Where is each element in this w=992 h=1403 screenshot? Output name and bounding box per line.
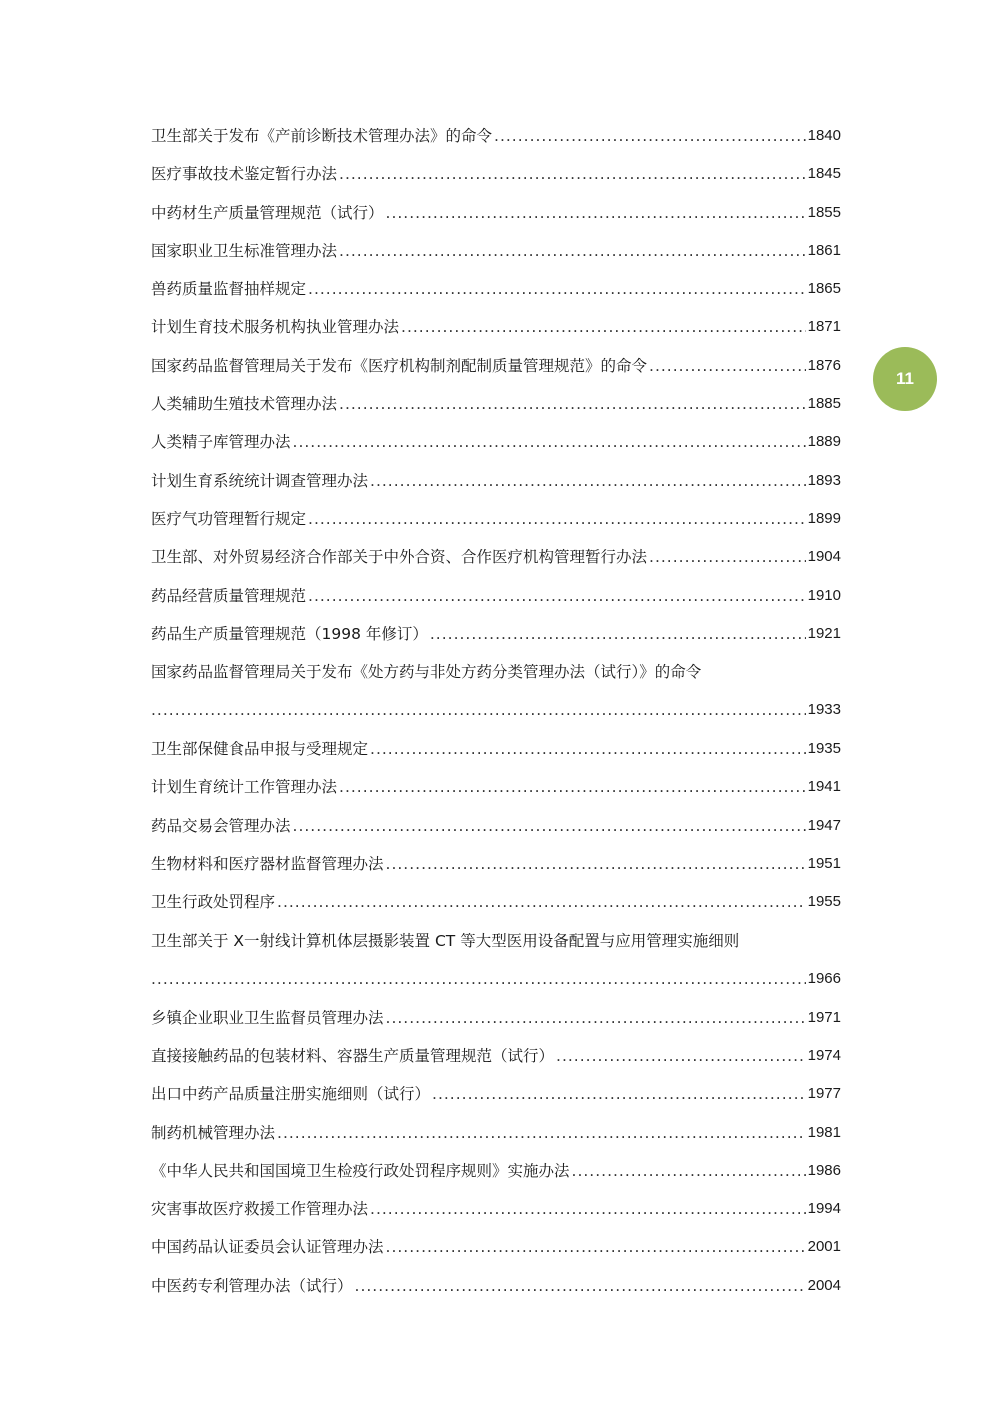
toc-entry-page: 1871	[807, 318, 841, 336]
toc-entry-page: 1921	[807, 624, 841, 642]
toc-entry[interactable]	[151, 622, 841, 660]
toc-entry-page: 1947	[807, 816, 841, 834]
toc-entry-page: 1941	[807, 778, 841, 796]
toc-entry[interactable]	[151, 507, 841, 545]
toc-entry-title: 国家职业卫生标准管理办法	[151, 241, 338, 260]
toc-entry-title: 卫生行政处罚程序	[151, 893, 276, 912]
toc-entry-page: 1889	[807, 433, 841, 451]
toc-entry-title: 国家药品监督管理局关于发布《处方药与非处方药分类管理办法（试行）》的命令	[151, 663, 702, 682]
dot-leader	[494, 124, 806, 148]
toc-entry-title: 药品生产质量管理规范（1998 年修订）	[151, 624, 428, 643]
toc-entry-page: 1933	[807, 701, 841, 719]
toc-entry[interactable]	[151, 469, 841, 507]
toc-entry[interactable]	[151, 737, 841, 775]
dot-leader	[308, 584, 806, 608]
toc-entry-title: 人类辅助生殖技术管理办法	[151, 395, 338, 414]
toc-entry-title: 卫生部保健食品申报与受理规定	[151, 740, 369, 759]
dot-leader	[649, 354, 806, 378]
toc-entry-page: 1865	[807, 280, 841, 298]
toc-entry[interactable]	[151, 239, 841, 277]
dot-leader	[339, 392, 806, 416]
dot-leader	[386, 201, 806, 225]
toc-entry-title: 医疗气功管理暂行规定	[151, 509, 307, 528]
toc-entry[interactable]	[151, 852, 841, 890]
toc-entry-title: 《中华人民共和国国境卫生检疫行政处罚程序规则》实施办法	[151, 1161, 570, 1180]
toc-entry-title: 中医药专利管理办法（试行）	[151, 1276, 353, 1295]
dot-leader	[430, 622, 806, 646]
toc-entry[interactable]	[151, 201, 841, 239]
toc-entry-page: 2004	[807, 1276, 841, 1294]
toc-entry[interactable]	[151, 1235, 841, 1273]
toc-entry[interactable]	[151, 814, 841, 852]
dot-leader	[556, 1044, 806, 1068]
toc-entry-page: 1971	[807, 1008, 841, 1026]
table-of-contents	[151, 124, 841, 1312]
toc-entry-page: 1899	[807, 509, 841, 527]
toc-entry[interactable]	[151, 660, 841, 737]
dot-leader	[308, 507, 806, 531]
toc-entry-title: 药品交易会管理办法	[151, 816, 291, 835]
toc-entry-title: 兽药质量监督抽样规定	[151, 280, 307, 299]
toc-entry[interactable]	[151, 1159, 841, 1197]
toc-entry-page: 1904	[807, 548, 841, 566]
toc-entry-page: 1986	[807, 1161, 841, 1179]
toc-entry-page: 1994	[807, 1200, 841, 1218]
toc-entry[interactable]	[151, 1006, 841, 1044]
toc-entry-page: 1885	[807, 395, 841, 413]
toc-entry-title: 医疗事故技术鉴定暂行办法	[151, 165, 338, 184]
toc-entry-page: 1966	[807, 969, 841, 987]
page-number-badge: 11	[873, 347, 937, 411]
toc-entry-title: 人类精子库管理办法	[151, 433, 291, 452]
toc-entry-page: 1951	[807, 855, 841, 873]
dot-leader	[151, 698, 806, 722]
toc-entry-page: 1861	[807, 241, 841, 259]
toc-entry-page: 1876	[807, 356, 841, 374]
toc-entry-title: 出口中药产品质量注册实施细则（试行）	[151, 1085, 431, 1104]
toc-entry[interactable]	[151, 430, 841, 468]
toc-entry[interactable]	[151, 545, 841, 583]
dot-leader	[370, 1197, 806, 1221]
dot-leader	[355, 1274, 806, 1298]
dot-leader	[339, 239, 806, 263]
toc-entry[interactable]	[151, 584, 841, 622]
toc-entry-page: 1910	[807, 586, 841, 604]
toc-entry-page: 1855	[807, 203, 841, 221]
toc-entry-page: 1893	[807, 471, 841, 489]
toc-entry-title: 计划生育技术服务机构执业管理办法	[151, 318, 400, 337]
toc-entry-title: 生物材料和医疗器材监督管理办法	[151, 855, 384, 874]
toc-entry[interactable]	[151, 392, 841, 430]
toc-entry[interactable]	[151, 315, 841, 353]
dot-leader	[277, 1121, 806, 1145]
toc-entry-page: 1935	[807, 740, 841, 758]
toc-entry-title: 直接接触药品的包装材料、容器生产质量管理规范（试行）	[151, 1046, 555, 1065]
toc-entry[interactable]	[151, 354, 841, 392]
toc-entry-page: 1974	[807, 1046, 841, 1064]
dot-leader	[401, 315, 806, 339]
toc-entry[interactable]	[151, 890, 841, 928]
dot-leader	[572, 1159, 806, 1183]
toc-entry[interactable]	[151, 124, 841, 162]
dot-leader	[386, 852, 806, 876]
dot-leader	[277, 890, 806, 914]
dot-leader	[386, 1006, 806, 1030]
dot-leader	[339, 162, 806, 186]
toc-entry-title: 卫生部关于 X一射线计算机体层摄影装置 CT 等大型医用设备配置与应用管理实施细则	[151, 931, 740, 950]
toc-entry[interactable]	[151, 277, 841, 315]
toc-entry-page: 1977	[807, 1085, 841, 1103]
toc-entry-page: 1981	[807, 1123, 841, 1141]
dot-leader	[293, 430, 806, 454]
toc-entry[interactable]	[151, 775, 841, 813]
toc-entry[interactable]	[151, 162, 841, 200]
toc-entry-title: 制药机械管理办法	[151, 1123, 276, 1142]
toc-entry[interactable]	[151, 1197, 841, 1235]
toc-entry[interactable]	[151, 1044, 841, 1082]
toc-entry[interactable]	[151, 929, 841, 1006]
dot-leader	[386, 1235, 806, 1259]
toc-entry[interactable]	[151, 1121, 841, 1159]
dot-leader	[308, 277, 806, 301]
toc-entry-title: 卫生部关于发布《产前诊断技术管理办法》的命令	[151, 127, 493, 145]
dot-leader	[370, 469, 806, 493]
toc-entry-title: 中药材生产质量管理规范（试行）	[151, 203, 384, 222]
dot-leader	[151, 967, 806, 991]
toc-entry-page: 1845	[807, 165, 841, 183]
toc-entry-title: 国家药品监督管理局关于发布《医疗机构制剂配制质量管理规范》的命令	[151, 356, 648, 375]
toc-entry-title: 计划生育统计工作管理办法	[151, 778, 338, 797]
toc-entry-title: 计划生育系统统计调查管理办法	[151, 471, 369, 490]
toc-entry-title: 中国药品认证委员会认证管理办法	[151, 1238, 384, 1257]
toc-entry-title: 卫生部、对外贸易经济合作部关于中外合资、合作医疗机构管理暂行办法	[151, 548, 648, 567]
dot-leader	[339, 775, 806, 799]
dot-leader	[293, 814, 806, 838]
toc-entry-title: 药品经营质量管理规范	[151, 586, 307, 605]
dot-leader	[432, 1082, 806, 1106]
toc-entry-page: 1840	[807, 127, 841, 144]
toc-entry-title: 灾害事故医疗救援工作管理办法	[151, 1200, 369, 1219]
dot-leader	[370, 737, 806, 761]
toc-entry-page: 1955	[807, 893, 841, 911]
toc-entry[interactable]	[151, 1082, 841, 1120]
toc-entry-title: 乡镇企业职业卫生监督员管理办法	[151, 1008, 384, 1027]
toc-entry[interactable]	[151, 1274, 841, 1312]
dot-leader	[649, 545, 806, 569]
toc-entry-page: 2001	[807, 1238, 841, 1256]
